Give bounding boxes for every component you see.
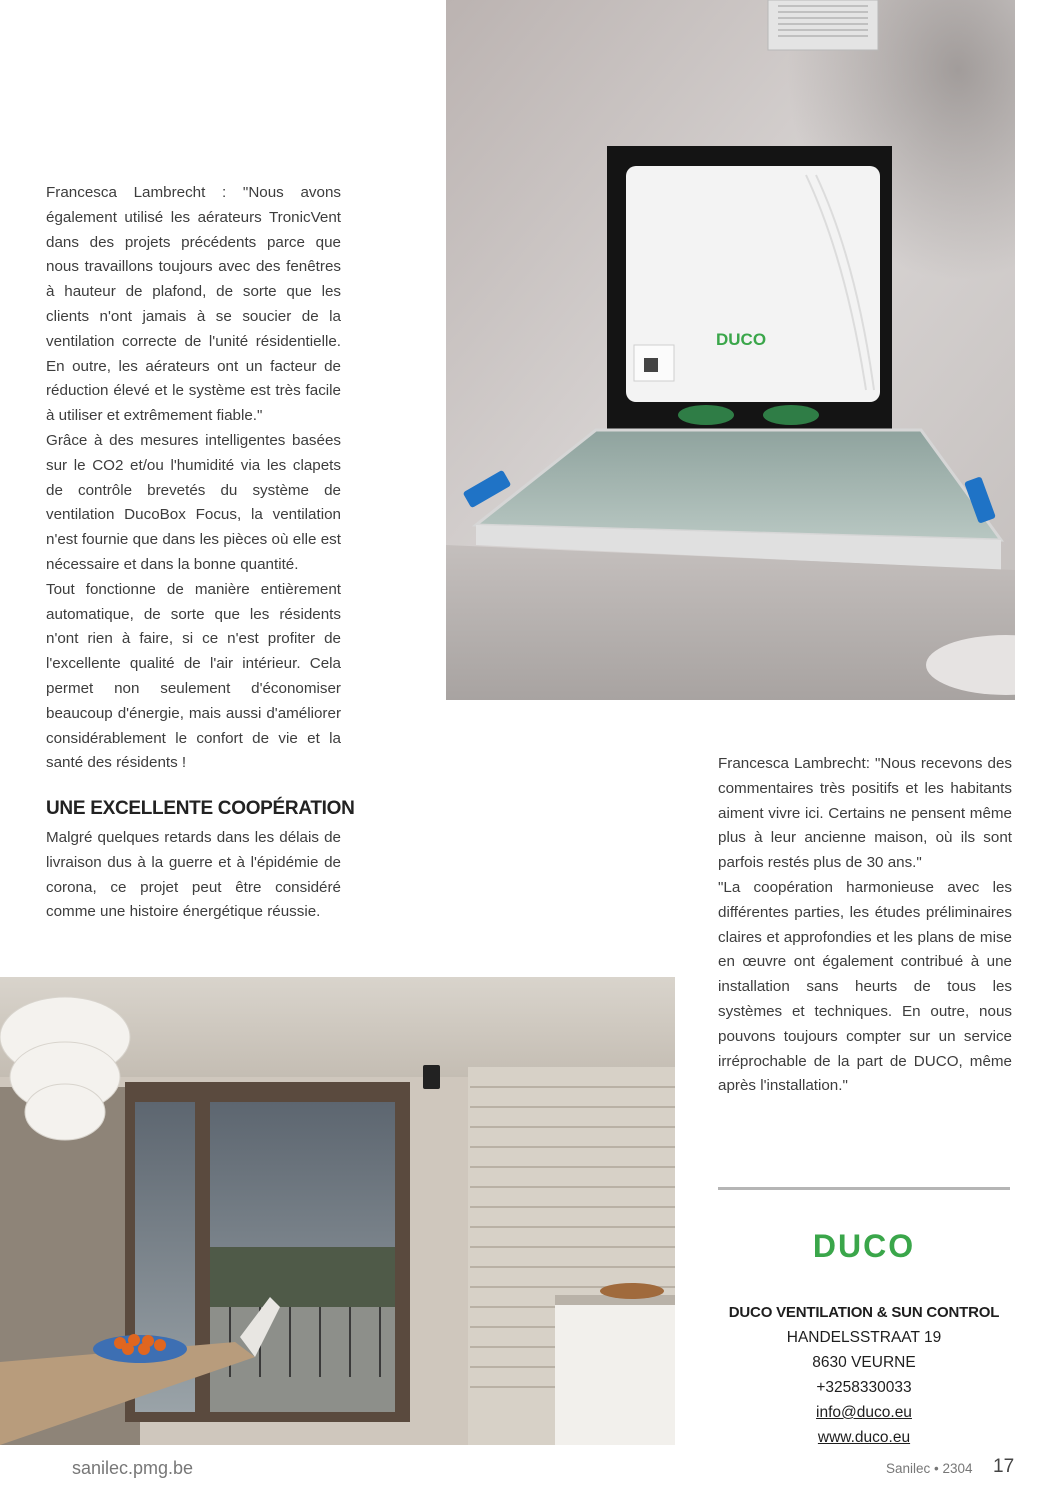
duco-logo bbox=[718, 1226, 1010, 1266]
contact-block bbox=[718, 1300, 1010, 1450]
duco-logo-text: DUCO bbox=[812, 1228, 916, 1264]
photo-dining-room bbox=[0, 977, 675, 1445]
phone-number: +3258330033 bbox=[816, 1379, 912, 1396]
section-body bbox=[46, 826, 341, 925]
left-column bbox=[46, 181, 341, 776]
paragraph: Francesca Lambrecht : "Nous avons également utilisé les aérateurs TronicVent dans des projets précédents parce que nous travaillons toujours avec des fenêtres à hauteur de plafond, de sorte que les clients n'ont jamais à se soucier de la ventilation correcte de l'unité résidentielle. En outre, les aérateurs ont un facteur de réduction élevé et le système est très facile à utiliser et extrêmement fiable." bbox=[46, 184, 341, 425]
paragraph: Francesca Lambrecht: "Nous recevons des commentaires très positifs et les habitants aiment vivre ici. Certains ne pensent même plus à leur ancienne maison, où ils sont parfois restés plus de 30 ans." bbox=[718, 755, 1012, 872]
right-column bbox=[718, 752, 1012, 1099]
company-name: DUCO VENTILATION & SUN CONTROL bbox=[728, 1304, 1000, 1321]
paragraph: Malgré quelques retards dans les délais de livraison dus à la guerre et à l'épidémie de corona, ce projet peut être considéré comme une histoire énergétique réussie. bbox=[46, 829, 341, 921]
footer-issue: Sanilec • 2304 bbox=[886, 1461, 973, 1476]
footer-site[interactable]: sanilec.pmg.be bbox=[72, 1458, 194, 1478]
paragraph: Grâce à des mesures intelligentes basées sur le CO2 et/ou l'humidité via les clapets de contrôle brevetés du système de ventilation DucoBox Focus, la ventilation n'est fournie que dans les pièces où elle est nécessaire et dans la bonne quantité. bbox=[46, 431, 341, 573]
dining-room-illustration bbox=[0, 977, 675, 1445]
divider-rule bbox=[718, 1187, 1010, 1190]
unit-logo: DUCO bbox=[716, 330, 767, 349]
website-link[interactable]: www.duco.eu bbox=[817, 1429, 911, 1446]
street-address: HANDELSSTRAAT 19 bbox=[786, 1329, 942, 1346]
section-heading: UNE EXCELLENTE COOPÉRATION bbox=[46, 798, 355, 819]
photo-ducobox-unit bbox=[446, 0, 1015, 700]
duco-logo-mark bbox=[718, 1226, 1010, 1266]
paragraph: Tout fonctionne de manière entièrement automatique, de sorte que les résidents n'ont rien à faire, si ce n'est profiter de l'excellente qualité de l'air intérieur. Cela permet non seulement d'économiser beaucoup d'énergie, mais aussi d'améliorer considérablement le confort de vie et la santé des résidents ! bbox=[46, 580, 341, 772]
ducobox-photo-illustration bbox=[446, 0, 1015, 700]
page-number: 17 bbox=[993, 1456, 1015, 1477]
city: 8630 VEURNE bbox=[812, 1354, 916, 1371]
paragraph: "La coopération harmonieuse avec les différentes parties, les études préliminaires claires et approfondies et les plans de mise en œuvre ont également contribué à une installation sans heurts de tous les systèmes et techniques. En outre, nous pouvons toujours compter sur un service irréprochable de la part de DUCO, même après l'installation." bbox=[718, 878, 1012, 1095]
email-link[interactable]: info@duco.eu bbox=[816, 1404, 912, 1421]
